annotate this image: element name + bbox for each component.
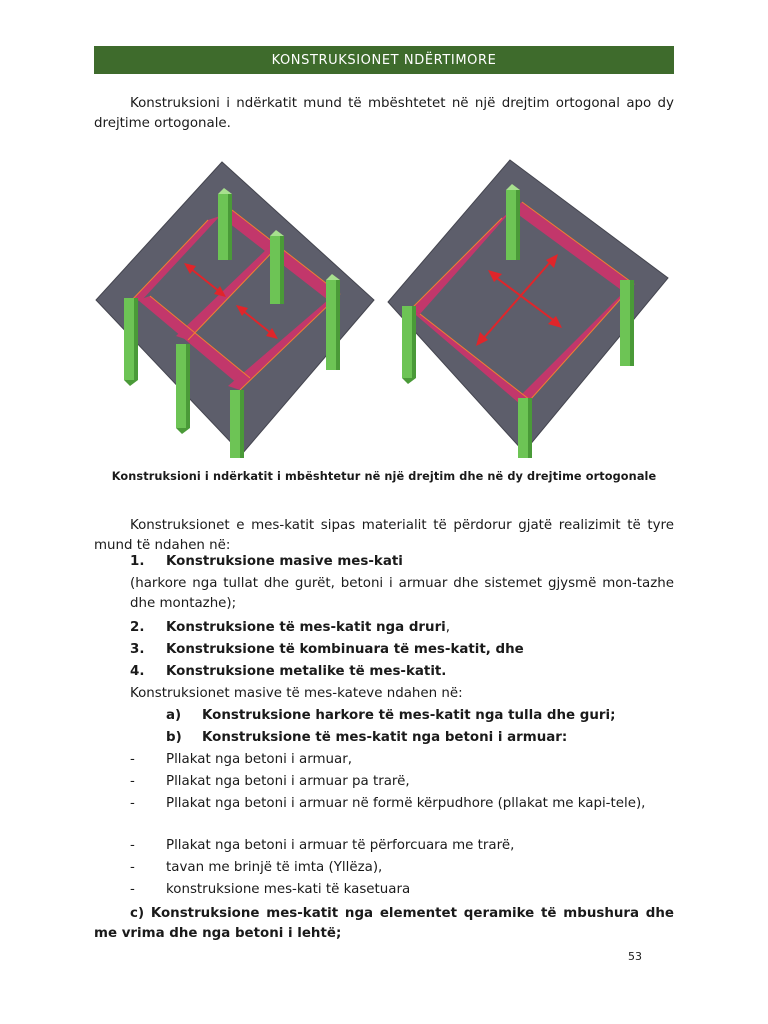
figure-two-directions xyxy=(388,160,668,458)
figure-one-direction xyxy=(96,162,374,458)
section-lead: Konstruksionet e mes-katit sipas materialit të përdorur gjatë realizimit të tyre mund të ndahen në: xyxy=(94,518,674,553)
column xyxy=(124,298,138,386)
figure xyxy=(90,150,680,460)
c-item: c) Konstruksione mes-katit nga elementet qeramike të mbushura dhe me vrima dhe nga betoni i lehtë; xyxy=(94,906,674,941)
header-title: KONSTRUKSIONET NDËRTIMORE xyxy=(271,52,497,68)
column xyxy=(518,398,532,458)
header-bar xyxy=(94,46,674,74)
masive-lead: Konstruksionet masive të mes-kateve ndahen në: xyxy=(130,686,463,701)
column xyxy=(402,306,416,384)
column xyxy=(506,184,520,260)
column xyxy=(270,230,284,304)
page-number: 53 xyxy=(628,950,642,963)
column xyxy=(620,280,634,366)
column xyxy=(326,274,340,370)
column xyxy=(176,344,190,434)
column xyxy=(230,390,244,458)
column xyxy=(218,188,232,260)
figure-caption: Konstruksioni i ndërkatit i mbështetur në një drejtim dhe në dy drejtime ortogonale xyxy=(111,470,657,483)
intro-paragraph: Konstruksioni i ndërkatit mund të mbështetet në një drejtim ortogonal apo dy drejtime ortogonale. xyxy=(94,96,674,131)
list-item-note: (harkore nga tullat dhe gurët, betoni i armuar dhe sistemet gjysmë mon-tazhe dhe montazhe); xyxy=(130,576,674,611)
